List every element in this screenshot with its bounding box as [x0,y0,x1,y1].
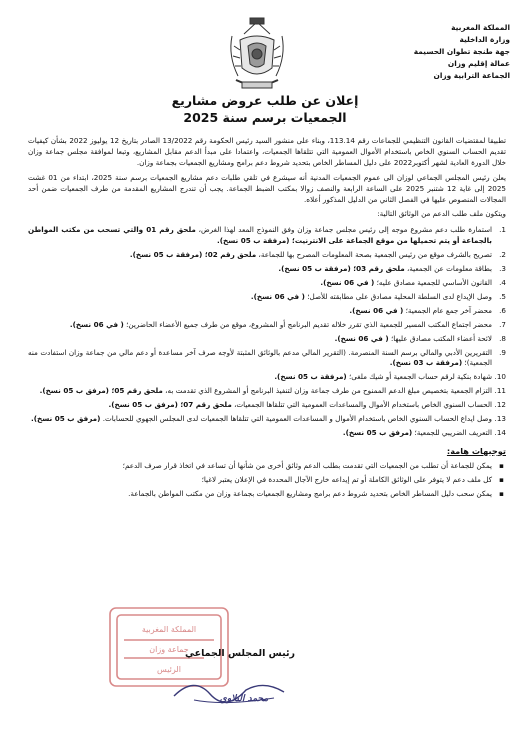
requirement-text: محضر آخر جمع عام الجمعية؛ [403,305,492,315]
signatory-name: محمد البلاوي [219,694,269,704]
requirement-item [28,428,506,439]
requirement-number: 9. [499,347,506,357]
requirement-annex-note: ( في 06 نسخ). [320,277,375,287]
announcement-paragraph: يعلن رئيس المجلس الجماعي لوزان الى عموم الجمعيات المدنية أنه سيشرع في تلقي طلبات دعم مشاريع الجمعيات برسم سنة 2025، ابتداء من 01 غشت 2025 إلى غاية 12 شتنبر 2025 على الساعة الرابعة والنصف زوالا بمكتب الضبط الجماعة. يجب أن تندرج المشاريع المقدمة من طرف الجمعيات ضمن أحد المجالات المنصوص عليها في الفصل الثاني من الدليل المذكور أعلاه. [28,172,507,204]
requirement-annex-note: (مرفقة ب 03 نسخ). [389,358,463,368]
requirement-item [28,250,506,261]
requirement-number: 6. [499,305,506,315]
requirement-annex-note: ملحق رقم 03؛ (مرفقة ب 05 نسخ). [278,264,405,274]
admin-line-commune: الجماعة الترابية وزان [433,71,510,80]
requirement-number: 4. [499,277,506,287]
requirement-item [28,292,506,303]
guideline-text: كل ملف دعم لا يتوفر على الوثائق الكاملة أو تم إيداعه خارج الآجال المحددة في الإعلان يعتبر لاغيا؛ [201,474,492,484]
guideline-item [28,461,506,472]
requirement-number: 8. [499,333,506,343]
requirement-annex-note: ملحق رقم 02؛ (مرفقة ب 05 نسخ). [129,250,257,260]
requirement-item [28,225,506,247]
requirement-text: لائحة أعضاء المكتب مصادق عليها؛ [388,333,492,343]
requirement-text: استمارة طلب دعم مشروع موجه إلى رئيس مجلس جماعة وزان وفق النموذج المعد لهذا الغرض، [195,225,493,235]
moroccan-coat-of-arms-icon [226,16,288,96]
requirement-text: بطاقة معلومات عن الجمعية، [404,264,492,274]
requirement-text: التعريف الضريبي للجمعية؛ [412,427,492,437]
requirement-number: 12. [494,400,506,410]
svg-text:المملكة المغربية: المملكة المغربية [141,625,197,634]
requirement-number: 5. [499,291,506,301]
requirement-item [28,278,506,289]
guidelines-list [28,461,506,500]
requirement-number: 10. [494,372,506,382]
requirement-number: 13. [494,414,506,424]
signatory-title: رئيس المجلس الجماعي [184,648,295,659]
guidelines-title: توجيهات هامة: [446,445,506,456]
requirement-annex-note: ملحق رقم 07؛ (مرفق ب 05 نسخ). [108,400,232,410]
requirement-item [28,264,506,275]
svg-text:الرئيس: الرئيس [157,665,181,674]
requirement-text: التقريرين الأدبي والمالي برسم السنة المنصرمة. (التقرير المالي مدعم بالوثائق المثبتة لأوجه صرف آخر مساعدة أو دعم مالي من جماعة وزان استفادت منه الجمعية)؛ [28,347,492,368]
requirement-number: 3. [499,264,506,274]
requirement-text: شهادة بنكية لرقم حساب الجمعية أو شيك ملغى؛ [346,372,492,382]
requirement-number: 11. [494,386,506,396]
requirement-text: وصل ايداع الحساب السنوي الخاص باستخدام الأموال و المساعدات العمومية التي تتلقاها الجمعيات لدى المجلس الجهوي للحسابات. [100,414,492,424]
requirements-list [28,225,506,439]
requirement-text: القانون الأساسي للجمعية مصادق عليه؛ [374,277,492,287]
requirement-annex-note: (مرفق ب 05 نسخ). [31,414,101,424]
square-bullet-icon: ▪ [499,460,504,470]
requirement-item [28,372,506,383]
administrative-header [392,22,510,82]
file-intro: ويتكون ملف طلب الدعم من الوثائق التالية: [377,209,506,219]
requirement-annex-note: ملحق رقم 01 والتي تسحب من مكتب المواطن بالجماعة أو يتم تحميلها من موقع الجماعة على الانترنيت؛ (مرفقة ب 05 نسخ). [28,225,492,246]
requirement-item [28,348,506,370]
requirement-text: الحساب السنوي الخاص باستخدام الأموال والمساعدات العمومية التي تتلقاها الجمعيات، [231,400,492,410]
requirement-item [28,414,506,425]
requirement-number: 14. [494,427,506,437]
admin-line-ministry: وزارة الداخلية [459,35,510,44]
requirement-annex-note: ( في 06 نسخ). [349,305,404,315]
requirement-text: محضر اجتماع المكتب المسير للجمعية الذي تقرر خلاله تقديم البرنامج أو المشروع، موقع من طرف جميع الأعضاء الحاضرين؛ [123,319,492,329]
requirement-item [28,334,506,345]
requirement-item [28,386,506,397]
svg-text:جماعة وزان: جماعة وزان [149,645,189,654]
guideline-text: يمكن سحب دليل المساطر الخاص بتحديد شروط دعم برامج ومشاريع الجمعيات بجماعة وزان من مكتب المواطن بالجماعة. [128,488,492,498]
square-bullet-icon: ▪ [499,488,504,498]
guideline-text: يمكن للجماعة أن تطلب من الجمعيات التي تقدمت بطلب الدعم وثائق أخرى من شأنها أن تساعد في اتخاذ قرار صرف الدعم؛ [122,460,492,470]
requirement-item [28,320,506,331]
guideline-item [28,475,506,486]
requirement-annex-note: ( في 06 نسخ). [334,333,389,343]
requirement-annex-note: ( في 06 نسخ). [69,319,124,329]
requirement-number: 7. [499,319,506,329]
signature-block [104,600,304,740]
admin-line-province: عمالة إقليم وزان [447,59,510,68]
requirement-item [28,400,506,411]
requirement-annex-note: ملحق رقم 05؛ (مرفق ب 05 نسخ). [39,386,163,396]
title-line-1: إعلان عن طلب عروض مشاريع [171,93,359,108]
requirement-number: 1. [499,225,506,235]
title-line-2: الجمعيات برسم سنة 2025 [183,110,347,125]
requirement-annex-note: (مرفقة ب 05 نسخ). [274,372,347,382]
requirement-item [28,306,506,317]
announcement-title [150,92,380,126]
square-bullet-icon: ▪ [499,474,504,484]
requirement-annex-note: (مرفق ب 05 نسخ). [342,427,413,437]
intro-paragraph: تطبيقا لمقتضيات القانون التنظيمي للجماعات رقم 113.14، وبناء على منشور السيد رئيس الحكومة رقم 13/2022 الصادر بتاريخ 12 يوليوز 2022 بشأن كيفيات تقديم الحساب السنوي الخاص باستخدام الأموال العمومية التي تتلقاها الجمعيات، واعتمادا على مبدأ الدعم مقابل المشاريع، وتبعا لموافقة مجلس جماعة وزان خلال الدورة العادية لشهر أكتوبر2022 على دليل المساطر الخاص بتحديد شروط دعم برامج ومشاريع الجمعيات بجماعة وزان. [28,136,506,167]
announcement-body [28,136,506,502]
admin-line-region: جهة طنجة تطوان الحسيمة [413,47,510,56]
requirement-text: التزام الجمعية بتخصيص مبلغ الدعم الممنوح من طرف جماعة وزان لتنفيذ البرنامج أو المشروع الذي تقدمت به، [162,386,492,396]
requirement-number: 2. [499,250,506,260]
admin-line-kingdom: المملكة المغربية [451,23,510,32]
guideline-item [28,489,506,500]
requirement-text: تصريح بالشرف موقع من رئيس الجمعية بصحة المعلومات المصرح بها للجماعة، [256,250,492,260]
requirement-annex-note: ( في 06 نسخ). [250,291,305,301]
requirement-text: وصل الإيداع لدى السلطة المحلية مصادق على مطابقته للأصل؛ [304,291,492,301]
